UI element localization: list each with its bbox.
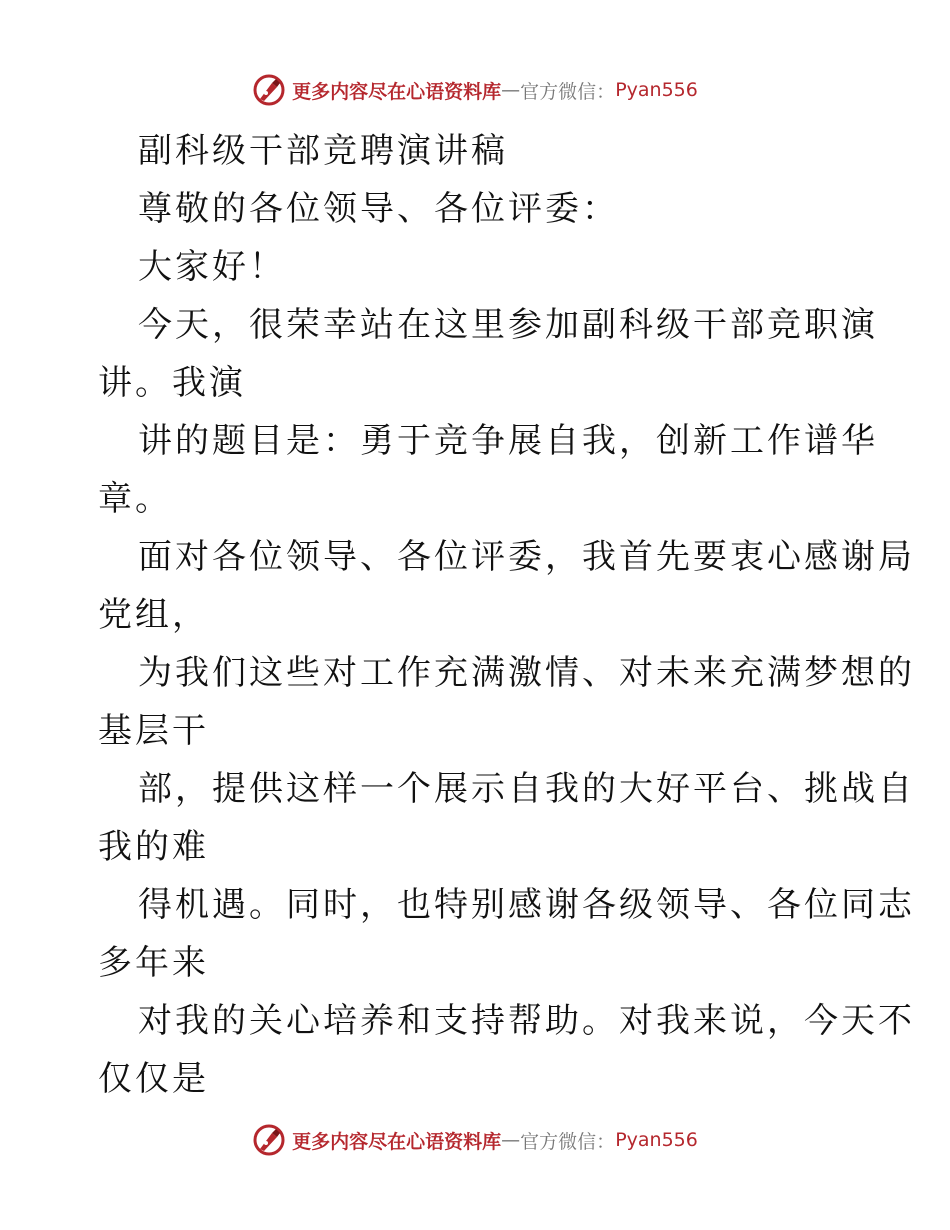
body-line: 我的难	[98, 827, 209, 867]
body-line: 面对各位领导、各位评委，我首先要衷心感谢局	[138, 537, 915, 577]
footer-banner-separator: —	[501, 1129, 521, 1151]
body-line: 党组，	[98, 595, 209, 635]
footer-banner-wechat-label: 官方微信：	[520, 1130, 616, 1153]
greeting-line: 大家好！	[138, 247, 286, 287]
footer-banner-main-text: 更多内容尽在心语资料库	[292, 1130, 502, 1153]
body-line: 对我的关心培养和支持帮助。对我来说，今天不	[138, 1001, 915, 1041]
body-line: 多年来	[98, 943, 209, 983]
document-title: 副科级干部竞聘演讲稿	[138, 131, 508, 171]
footer-banner	[0, 1120, 950, 1160]
body-line: 得机遇。同时，也特别感谢各级领导、各位同志	[138, 885, 915, 925]
header-banner-separator: —	[501, 79, 521, 101]
body-line: 仅仅是	[98, 1059, 209, 1099]
body-line: 部，提供这样一个展示自我的大好平台、挑战自	[138, 769, 915, 809]
header-banner	[0, 70, 950, 110]
footer-banner-wechat-id: Pyan556	[615, 1129, 698, 1151]
header-banner-text	[292, 77, 698, 104]
pen-nib-logo-icon	[252, 1123, 286, 1157]
body-line: 为我们这些对工作充满激情、对未来充满梦想的	[138, 653, 915, 693]
body-line: 章。	[98, 479, 172, 519]
footer-banner-text	[292, 1127, 698, 1154]
salutation-line: 尊敬的各位领导、各位评委：	[138, 189, 619, 229]
body-line: 讲的题目是：勇于竞争展自我，创新工作谱华	[138, 421, 878, 461]
header-banner-main-text: 更多内容尽在心语资料库	[292, 80, 502, 103]
footer-banner-inner	[252, 1123, 698, 1157]
body-line: 基层干	[98, 711, 209, 751]
header-banner-wechat-id: Pyan556	[615, 79, 698, 101]
body-line: 讲。我演	[98, 363, 246, 403]
document-body	[0, 122, 950, 1108]
pen-nib-logo-icon	[252, 73, 286, 107]
header-banner-inner	[252, 73, 698, 107]
body-line: 今天，很荣幸站在这里参加副科级干部竞职演	[138, 305, 878, 345]
header-banner-wechat-label: 官方微信：	[520, 80, 616, 103]
